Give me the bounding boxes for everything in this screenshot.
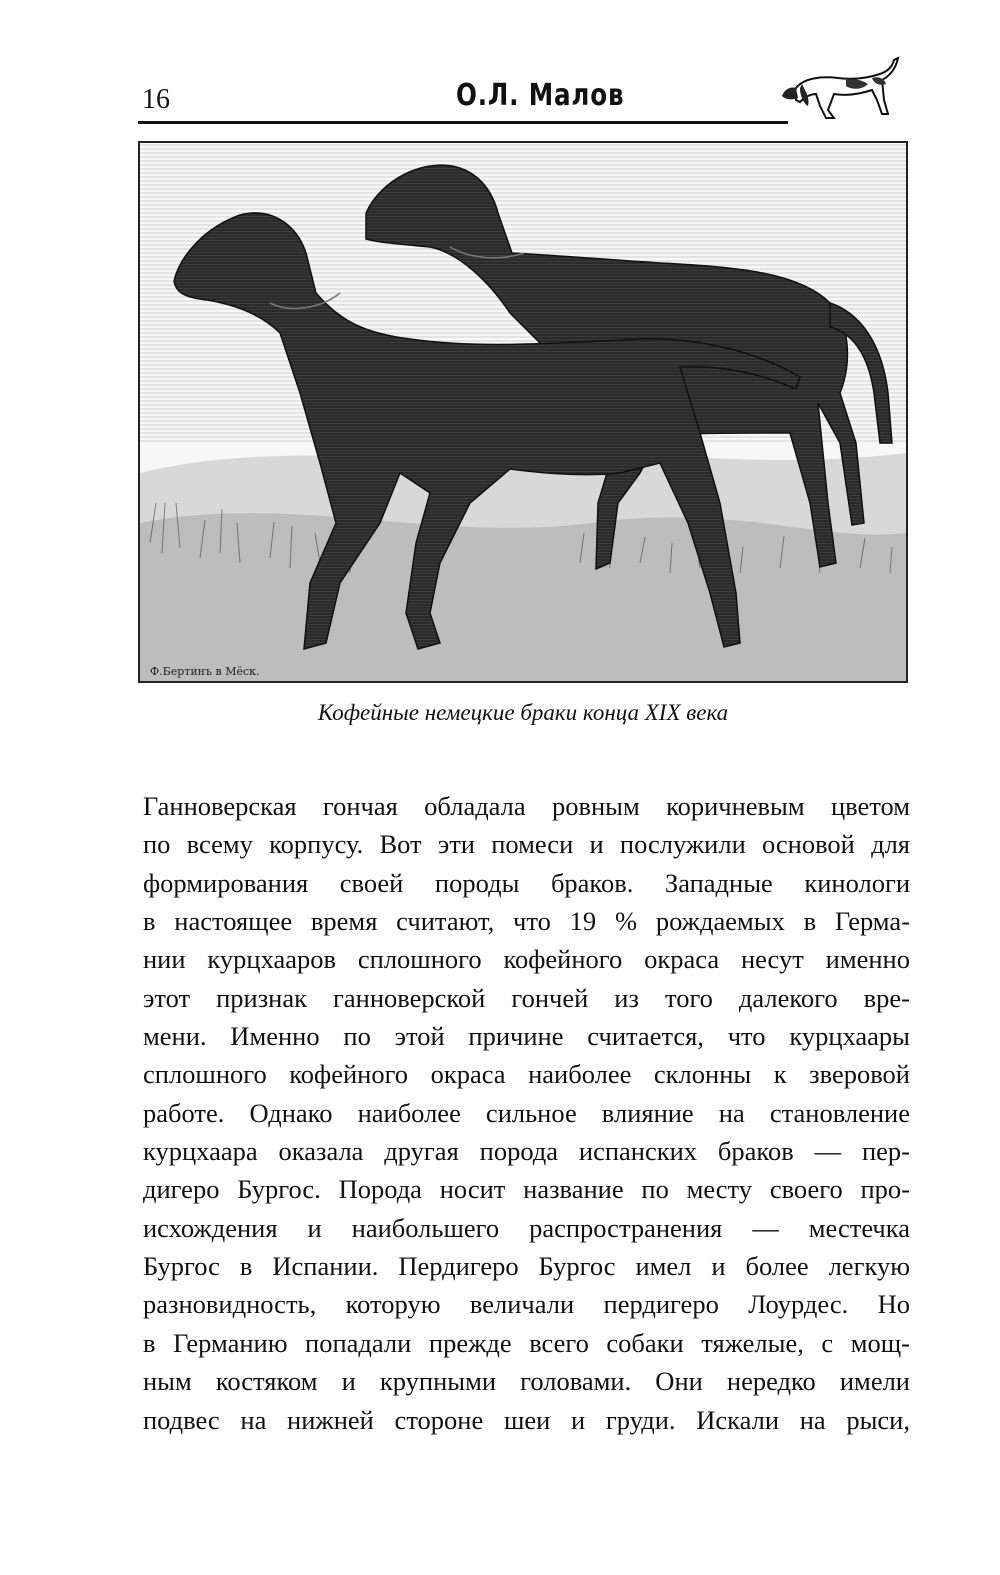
text-line: формирования своей породы браков. Западные кинологи — [143, 867, 910, 898]
text-line: по всему корпусу. Вот эти помеси и послужили основой для — [143, 829, 910, 860]
text-line: этот признак ганноверской гончей из того далекого вре- — [143, 982, 910, 1013]
figure-caption: Кофейные немецкие браки конца XIX века — [317, 700, 729, 725]
running-title-author: О.Л. Малов — [456, 78, 625, 113]
hunting-dogs-engraving — [140, 143, 906, 681]
text-line: сплошного кофейного окраса наиболее склонны к зверовой — [143, 1059, 910, 1090]
body-paragraph — [143, 787, 910, 1439]
text-line: Ганноверская гончая обладала ровным коричневым цветом — [143, 791, 910, 821]
text-line: подвес на нижней стороне шеи и груди. Искали на рыси, — [143, 1404, 910, 1435]
header-rule — [138, 121, 788, 124]
text-line: исхождения и наибольшего распространения — местечка — [143, 1212, 910, 1243]
text-line: мени. Именно по этой причине считается, что курцхаары — [143, 1021, 910, 1052]
engraving-illustration — [138, 141, 908, 683]
text-line: ным костяком и крупными головами. Они нередко имели — [143, 1366, 910, 1397]
text-line: дигеро Бургос. Порода носит название по месту своего про- — [143, 1174, 910, 1205]
engraver-signature: Ф.Бертинъ в Мёск. — [150, 665, 260, 678]
text-line: курцхаара оказала другая порода испанских браков — пер- — [143, 1136, 910, 1167]
text-line: Бургос в Испании. Пердигеро Бургос имел и более легкую — [143, 1251, 910, 1282]
text-line: в настоящее время считают, что 19 % рождаемых в Герма- — [143, 906, 910, 937]
text-line: работе. Однако наиболее сильное влияние на становление — [143, 1097, 910, 1128]
text-line: нии курцхааров сплошного кофейного окраса несут именно — [143, 944, 910, 975]
running-dog-icon — [776, 48, 908, 128]
page-header — [138, 60, 908, 130]
text-line: в Германию попадали прежде всего собаки тяжелые, с мощ- — [143, 1327, 910, 1358]
page-number: 16 — [142, 84, 170, 115]
text-line: разновидность, которую величали пердигеро Лоурдес. Но — [143, 1289, 910, 1320]
